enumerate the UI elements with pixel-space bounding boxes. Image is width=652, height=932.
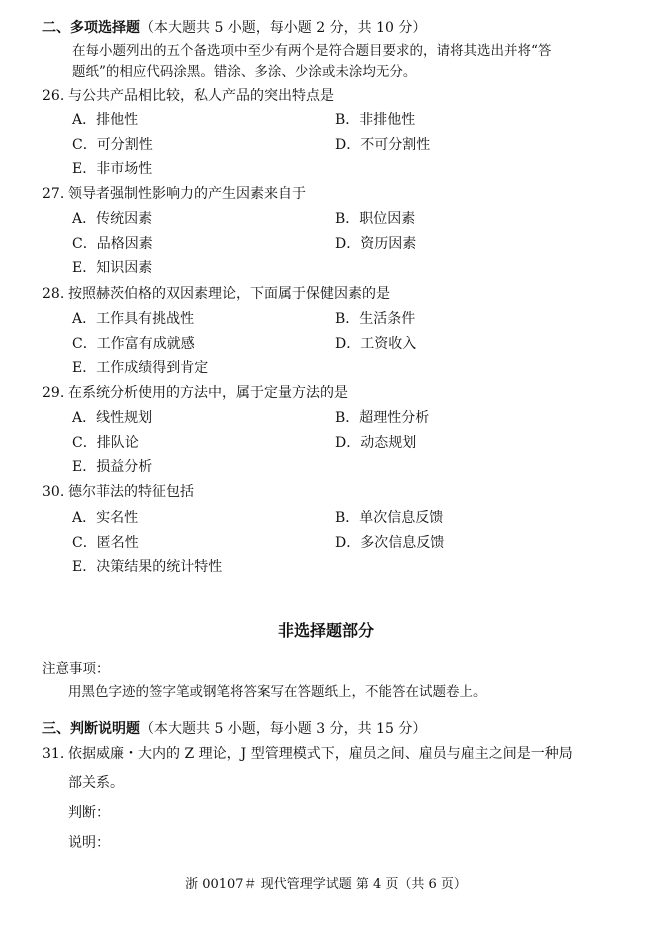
nonchoice-title: 非选择题部分 [277, 621, 374, 640]
option-b: B．生活条件 [335, 311, 416, 327]
option-a: A．传统因素 [72, 211, 153, 227]
question-stem: 按照赫茨伯格的双因素理论，下面属于保健因素的是 [68, 286, 390, 302]
question-stem: 领导者强制性影响力的产生因素来自于 [68, 186, 306, 202]
option-b: B．职位因素 [335, 211, 416, 227]
option-d: D．工资收入 [335, 336, 417, 352]
option-e: E．决策结果的统计特性 [72, 559, 223, 575]
option-c: C．匿名性 [72, 535, 139, 551]
option-d: D．资历因素 [335, 236, 417, 252]
option-a: A．实名性 [72, 510, 139, 526]
option-a: A．工作具有挑战性 [72, 311, 195, 327]
question-number: 29. [42, 385, 65, 401]
notice-text: 用黑色字迹的签字笔或钢笔将答案写在答题纸上，不能答在试题卷上。 [68, 684, 487, 700]
option-a: A．线性规划 [72, 410, 153, 426]
option-c: C．可分割性 [72, 137, 153, 153]
question-stem: 在系统分析使用的方法中，属于定量方法的是 [68, 385, 348, 401]
question-31-line1: 依据威廉・大内的 Z 理论，J 型管理模式下，雇员之间、雇员与雇主之间是一种局 [68, 746, 573, 762]
question-number: 31. [42, 746, 65, 762]
option-e: E．工作成绩得到肯定 [72, 360, 209, 376]
explain-label: 说明： [68, 835, 110, 851]
option-b: B．非排他性 [335, 112, 416, 128]
page-footer: 浙 00107＃ 现代管理学试题 第 4 页（共 6 页） [185, 877, 467, 892]
question-31-line2: 部关系。 [68, 775, 124, 791]
option-c: C．排队论 [72, 435, 139, 451]
section3-heading-detail: （本大题共 5 小题，每小题 3 分，共 15 分） [140, 721, 427, 737]
option-d: D．动态规划 [335, 435, 417, 451]
option-e: E．损益分析 [72, 459, 153, 475]
option-b: B．单次信息反馈 [335, 510, 444, 526]
section2-instruction-line1: 在每小题列出的五个备选项中至少有两个是符合题目要求的，请将其选出并将“答 [72, 43, 552, 59]
section2-heading [42, 19, 426, 37]
question-number: 30. [42, 484, 65, 500]
section2-heading-detail: （本大题共 5 小题，每小题 2 分，共 10 分） [140, 20, 427, 36]
option-e: E．知识因素 [72, 260, 153, 276]
question-stem: 与公共产品相比较，私人产品的突出特点是 [68, 88, 334, 104]
judge-label: 判断： [68, 805, 110, 821]
option-e: E．非市场性 [72, 161, 153, 177]
option-b: B．超理性分析 [335, 410, 430, 426]
option-d: D．不可分割性 [335, 137, 431, 153]
section3-heading [42, 720, 426, 738]
question-number: 26. [42, 88, 65, 104]
question-number: 27. [42, 186, 65, 202]
option-c: C．品格因素 [72, 236, 153, 252]
question-stem: 德尔菲法的特征包括 [68, 484, 194, 500]
section2-instruction-line2: 题纸”的相应代码涂黑。错涂、多涂、少涂或未涂均无分。 [72, 64, 417, 80]
notice-label: 注意事项： [42, 661, 110, 677]
option-d: D．多次信息反馈 [335, 535, 445, 551]
option-c: C．工作富有成就感 [72, 336, 195, 352]
section2-heading-label: 二、多项选择题 [42, 20, 140, 36]
question-number: 28. [42, 286, 65, 302]
option-a: A．排他性 [72, 112, 139, 128]
section3-heading-label: 三、判断说明题 [42, 721, 140, 737]
